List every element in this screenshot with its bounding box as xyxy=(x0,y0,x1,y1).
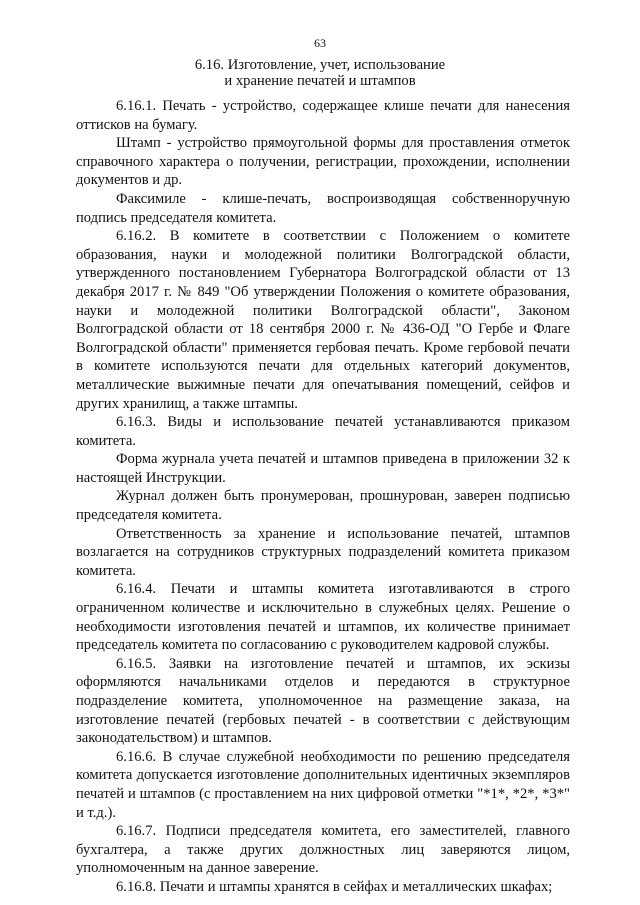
paragraph-6-16-3: 6.16.3. Виды и использование печатей устанавливаются приказом комитета. xyxy=(76,414,570,449)
paragraph-facsimile-definition: Факсимиле - клише-печать, воспроизводящая собственноручную подпись председателя комитета. xyxy=(76,190,570,226)
section-heading-line-2: и хранение печатей и штампов xyxy=(224,72,416,89)
paragraph-journal-form: Форма журнала учета печатей и штампов приведена в приложении 32 к настоящей Инструкции. xyxy=(76,451,570,486)
document-body xyxy=(76,97,570,897)
paragraph-6-16-6: 6.16.6. В случае служебной необходимости по решению председателя комитета допускается изготовление дополнительных идентичных экземпляров печатей и штампов (с проставлением на них цифровой отметки "*1*, *2*, *3*" и т.д.). xyxy=(76,748,570,821)
paragraph-6-16-8: 6.16.8. Печати и штампы хранятся в сейфах и металлических шкафах; xyxy=(116,878,553,895)
section-heading xyxy=(0,58,640,89)
paragraph-journal-requirements: Журнал должен быть пронумерован, прошнурован, заверен подписью председателя комитета. xyxy=(76,488,570,524)
paragraph-responsibility: Ответственность за хранение и использование печатей, штампов возлагается на сотрудников структурных подразделений комитета приказом комитета. xyxy=(76,525,570,579)
paragraph-6-16-7: 6.16.7. Подписи председателя комитета, его заместителей, главного бухгалтера, а также других должностных лиц заверяются лицом, уполномоченным на данное заверение. xyxy=(76,823,570,877)
paragraph-6-16-5: 6.16.5. Заявки на изготовление печатей и штампов, их эскизы оформляются начальниками отделов и передаются в структурное подразделение комитета, уполномоченное на размещение заказа, на изготовление печатей (гербовых печатей - в соответствии с действующим законодательством) и штампов. xyxy=(76,655,570,747)
section-heading-line-1: 6.16. Изготовление, учет, использование xyxy=(194,57,446,73)
paragraph-6-16-1: 6.16.1. Печать - устройство, содержащее клише печати для нанесения оттисков на бумагу. xyxy=(76,98,570,133)
paragraph-6-16-2: 6.16.2. В комитете в соответствии с Положением о комитете образования, науки и молодежной политики Волгоградской области, утвержденного постановлением Губернатора Волгоградской области от 13 декабря 2017 г. № 849 "Об утверждении Положения о комитете образования, науки и молодежной политики Волгоградской области", Законом Волгоградской области от 18 сентября 2000 г. № 436-ОД "О Гербе и Флаге Волгоградской области" применяется гербовая печать. Кроме гербовой печати в комитете используются печати для отдельных категорий документов, металлические выжимные печати для опечатывания помещений, сейфов и других хранилищ, а также штампы. xyxy=(76,228,570,412)
paragraph-6-16-4: 6.16.4. Печати и штампы комитета изготавливаются в строго ограниченном количестве и исключительно в служебных целях. Решение о необходимости изготовления печатей и штампов, их количестве принимает председатель комитета по согласованию с руководителем кадровой службы. xyxy=(76,581,570,654)
page-number: 63 xyxy=(314,36,326,50)
paragraph-stamp-definition: Штамп - устройство прямоугольной формы для проставления отметок справочного характера о получении, регистрации, прохождении, исполнении документов и др. xyxy=(76,135,570,189)
